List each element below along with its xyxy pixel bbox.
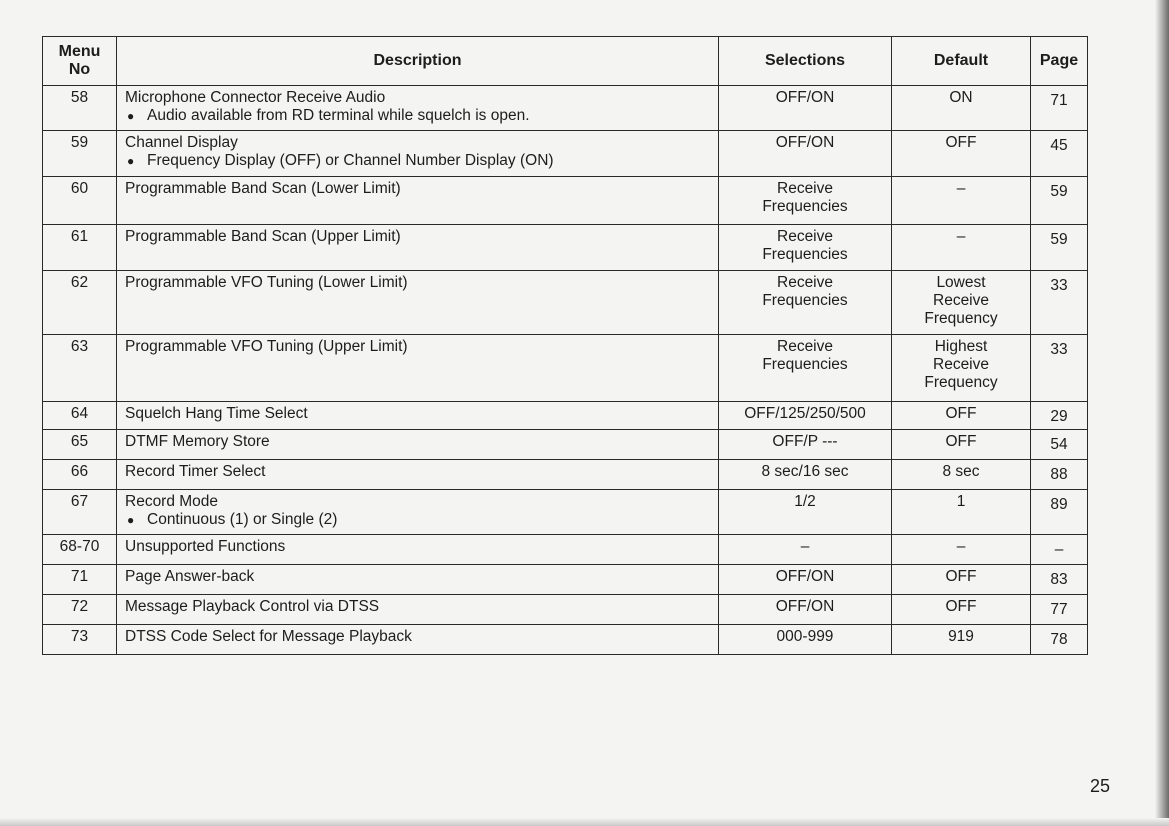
cell-menu-no: 60	[43, 177, 117, 225]
cell-selections: OFF/P ---	[719, 430, 892, 460]
description-text: Page Answer-back	[125, 568, 255, 585]
cell-default: ON	[892, 86, 1031, 131]
page-edge-shadow	[1155, 0, 1169, 826]
cell-menu-no: 64	[43, 402, 117, 430]
description-text: Record Mode	[125, 493, 219, 510]
cell-selections: OFF/ON	[719, 565, 892, 595]
cell-page: 77	[1031, 595, 1088, 625]
cell-selections: –	[719, 535, 892, 565]
description-text: Squelch Hang Time Select	[125, 405, 308, 422]
cell-menu-no: 58	[43, 86, 117, 131]
header-page: Page	[1031, 37, 1088, 86]
description-text: DTSS Code Select for Message Playback	[125, 628, 412, 645]
cell-page: 29	[1031, 402, 1088, 430]
cell-description	[117, 565, 719, 595]
cell-page: 54	[1031, 430, 1088, 460]
cell-selections: OFF/ON	[719, 131, 892, 177]
page-bottom-shadow	[0, 818, 1169, 826]
cell-menu-no: 59	[43, 131, 117, 177]
cell-default: –	[892, 225, 1031, 271]
description-text: Message Playback Control via DTSS	[125, 598, 380, 615]
bullet-icon: ●	[127, 154, 135, 168]
cell-default: 1	[892, 490, 1031, 535]
cell-default: OFF	[892, 131, 1031, 177]
cell-menu-no: 68-70	[43, 535, 117, 565]
cell-menu-no: 73	[43, 625, 117, 655]
cell-menu-no: 61	[43, 225, 117, 271]
cell-selections: Receive Frequencies	[719, 335, 892, 402]
header-menu-no: Menu No	[43, 37, 117, 86]
cell-menu-no: 65	[43, 430, 117, 460]
cell-default: OFF	[892, 430, 1031, 460]
table-row	[43, 177, 1088, 225]
cell-menu-no: 71	[43, 565, 117, 595]
cell-selections: Receive Frequencies	[719, 225, 892, 271]
note-text: Audio available from RD terminal while squelch is open.	[147, 107, 530, 124]
description-note	[125, 107, 710, 125]
description-text: Microphone Connector Receive Audio	[125, 89, 386, 106]
cell-default: –	[892, 535, 1031, 565]
cell-page: 78	[1031, 625, 1088, 655]
cell-selections: OFF/ON	[719, 595, 892, 625]
description-text: Programmable VFO Tuning (Lower Limit)	[125, 274, 408, 291]
cell-menu-no: 62	[43, 271, 117, 335]
header-selections: Selections	[719, 37, 892, 86]
cell-page: 88	[1031, 460, 1088, 490]
description-text: Programmable Band Scan (Upper Limit)	[125, 228, 401, 245]
cell-description	[117, 535, 719, 565]
table-row	[43, 625, 1088, 655]
cell-default: Lowest Receive Frequency	[892, 271, 1031, 335]
cell-description	[117, 430, 719, 460]
table-row	[43, 335, 1088, 402]
cell-page: 45	[1031, 131, 1088, 177]
cell-description	[117, 490, 719, 535]
cell-default: OFF	[892, 565, 1031, 595]
table-row	[43, 430, 1088, 460]
cell-page: 83	[1031, 565, 1088, 595]
cell-menu-no: 72	[43, 595, 117, 625]
cell-selections: 000-999	[719, 625, 892, 655]
table-row	[43, 131, 1088, 177]
cell-page: 33	[1031, 335, 1088, 402]
table-row	[43, 271, 1088, 335]
table-row	[43, 565, 1088, 595]
description-text: Record Timer Select	[125, 463, 266, 480]
description-text: Programmable VFO Tuning (Upper Limit)	[125, 338, 408, 355]
table-row	[43, 490, 1088, 535]
cell-menu-no: 63	[43, 335, 117, 402]
table-row	[43, 86, 1088, 131]
table-row	[43, 402, 1088, 430]
cell-selections: 1/2	[719, 490, 892, 535]
table-header-row	[43, 37, 1088, 86]
cell-selections: OFF/ON	[719, 86, 892, 131]
cell-menu-no: 67	[43, 490, 117, 535]
cell-description	[117, 335, 719, 402]
cell-menu-no: 66	[43, 460, 117, 490]
bullet-icon: ●	[127, 109, 135, 123]
cell-description	[117, 131, 719, 177]
cell-page: 71	[1031, 86, 1088, 131]
cell-default: OFF	[892, 402, 1031, 430]
cell-page: 89	[1031, 490, 1088, 535]
description-text: DTMF Memory Store	[125, 433, 270, 450]
cell-selections: 8 sec/16 sec	[719, 460, 892, 490]
cell-default: Highest Receive Frequency	[892, 335, 1031, 402]
note-text: Frequency Display (OFF) or Channel Number Display (ON)	[147, 152, 554, 169]
cell-page: 59	[1031, 225, 1088, 271]
cell-default: OFF	[892, 595, 1031, 625]
description-note	[125, 511, 710, 529]
cell-description	[117, 177, 719, 225]
cell-description	[117, 225, 719, 271]
cell-description	[117, 86, 719, 131]
table-row	[43, 535, 1088, 565]
table-row	[43, 225, 1088, 271]
cell-page: –	[1031, 535, 1088, 565]
cell-default: –	[892, 177, 1031, 225]
cell-selections: OFF/125/250/500	[719, 402, 892, 430]
cell-selections: Receive Frequencies	[719, 271, 892, 335]
bullet-icon: ●	[127, 513, 135, 527]
cell-page: 59	[1031, 177, 1088, 225]
header-description: Description	[117, 37, 719, 86]
description-text: Unsupported Functions	[125, 538, 286, 555]
page-number: 25	[1090, 776, 1111, 796]
cell-selections: Receive Frequencies	[719, 177, 892, 225]
description-text: Channel Display	[125, 134, 238, 151]
cell-description	[117, 402, 719, 430]
cell-description	[117, 460, 719, 490]
cell-default: 8 sec	[892, 460, 1031, 490]
description-note	[125, 152, 710, 170]
description-text: Programmable Band Scan (Lower Limit)	[125, 180, 401, 197]
note-text: Continuous (1) or Single (2)	[147, 511, 338, 528]
menu-table	[42, 36, 1088, 655]
cell-default: 919	[892, 625, 1031, 655]
table-row	[43, 460, 1088, 490]
cell-description	[117, 271, 719, 335]
header-default: Default	[892, 37, 1031, 86]
cell-description	[117, 625, 719, 655]
cell-page: 33	[1031, 271, 1088, 335]
table-row	[43, 595, 1088, 625]
cell-description	[117, 595, 719, 625]
